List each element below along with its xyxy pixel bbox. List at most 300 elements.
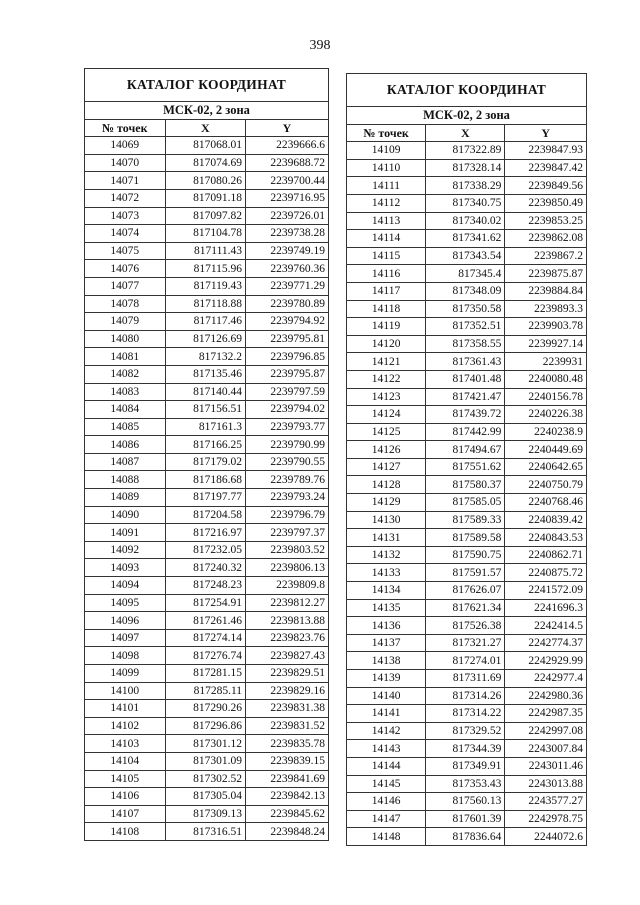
y-coordinate-cell: 2239738.28 [246, 225, 329, 243]
x-coordinate-cell: 817343.54 [426, 247, 505, 265]
y-coordinate-cell: 2242980.36 [505, 687, 587, 705]
y-coordinate-cell: 2239842.13 [246, 788, 329, 806]
x-coordinate-cell: 817276.74 [165, 647, 246, 665]
y-coordinate-cell: 2239794.92 [246, 313, 329, 331]
point-number-cell: 14127 [347, 458, 426, 476]
x-coordinate-cell: 817526.38 [426, 617, 505, 635]
y-coordinate-cell: 2239771.29 [246, 277, 329, 295]
table-row [347, 617, 587, 635]
x-coordinate-cell: 817140.44 [165, 383, 246, 401]
x-coordinate-cell: 817341.62 [426, 230, 505, 248]
point-number-cell: 14118 [347, 300, 426, 318]
point-number-cell: 14141 [347, 705, 426, 723]
y-coordinate-cell: 2239827.43 [246, 647, 329, 665]
table-row [347, 300, 587, 318]
x-coordinate-cell: 817621.34 [426, 599, 505, 617]
table-row [347, 476, 587, 494]
point-number-cell: 14133 [347, 564, 426, 582]
table-row [347, 230, 587, 248]
point-number-cell: 14099 [85, 665, 166, 683]
point-number-cell: 14130 [347, 511, 426, 529]
table-row [347, 634, 587, 652]
table-row [85, 752, 329, 770]
x-coordinate-cell: 817111.43 [165, 242, 246, 260]
x-coordinate-cell: 817274.01 [426, 652, 505, 670]
x-coordinate-cell: 817626.07 [426, 582, 505, 600]
point-number-cell: 14104 [85, 752, 166, 770]
y-coordinate-cell: 2242978.75 [505, 810, 587, 828]
point-number-cell: 14113 [347, 212, 426, 230]
catalog-subtitle: МСК-02, 2 зона [347, 107, 587, 125]
column-header-y: Y [505, 124, 587, 142]
page-number: 398 [309, 38, 331, 53]
point-number-cell: 14084 [85, 401, 166, 419]
y-coordinate-cell: 2239760.36 [246, 260, 329, 278]
y-coordinate-cell: 2239853.25 [505, 212, 587, 230]
x-coordinate-cell: 817115.96 [165, 260, 246, 278]
point-number-cell: 14145 [347, 775, 426, 793]
point-number-cell: 14091 [85, 524, 166, 542]
y-coordinate-cell: 2240156.78 [505, 388, 587, 406]
table-row [347, 740, 587, 758]
table-row [347, 687, 587, 705]
point-number-cell: 14101 [85, 700, 166, 718]
point-number-cell: 14115 [347, 247, 426, 265]
table-row [85, 805, 329, 823]
x-coordinate-cell: 817118.88 [165, 295, 246, 313]
x-coordinate-cell: 817248.23 [165, 577, 246, 595]
table-row [347, 810, 587, 828]
x-coordinate-cell: 817296.86 [165, 717, 246, 735]
point-number-cell: 14093 [85, 559, 166, 577]
y-coordinate-cell: 2239796.79 [246, 506, 329, 524]
x-coordinate-cell: 817301.09 [165, 752, 246, 770]
point-number-cell: 14139 [347, 670, 426, 688]
point-number-cell: 14076 [85, 260, 166, 278]
column-header-x: X [426, 124, 505, 142]
x-coordinate-cell: 817442.99 [426, 423, 505, 441]
table-row [347, 388, 587, 406]
y-coordinate-cell: 2239780.89 [246, 295, 329, 313]
x-coordinate-cell: 817240.32 [165, 559, 246, 577]
x-coordinate-cell: 817311.69 [426, 670, 505, 688]
point-number-cell: 14094 [85, 577, 166, 595]
table-row [347, 194, 587, 212]
y-coordinate-cell: 2239893.3 [505, 300, 587, 318]
y-coordinate-cell: 2239884.84 [505, 282, 587, 300]
y-coordinate-cell: 2239789.76 [246, 471, 329, 489]
table-row [347, 441, 587, 459]
point-number-cell: 14125 [347, 423, 426, 441]
x-coordinate-cell: 817204.58 [165, 506, 246, 524]
table-row [85, 735, 329, 753]
column-header-x: X [165, 119, 246, 137]
point-number-cell: 14136 [347, 617, 426, 635]
point-number-cell: 14144 [347, 757, 426, 775]
table-row [85, 471, 329, 489]
table-row [347, 370, 587, 388]
y-coordinate-cell: 2239835.78 [246, 735, 329, 753]
point-number-cell: 14083 [85, 383, 166, 401]
table-row [85, 154, 329, 172]
column-header-point: № точек [85, 119, 166, 137]
table-row [85, 137, 329, 155]
x-coordinate-cell: 817097.82 [165, 207, 246, 225]
table-row [85, 647, 329, 665]
y-coordinate-cell: 2242414.5 [505, 617, 587, 635]
y-coordinate-cell: 2239829.16 [246, 682, 329, 700]
table-row [85, 506, 329, 524]
table-row [347, 142, 587, 160]
catalog-body [85, 137, 329, 841]
y-coordinate-cell: 2243011.46 [505, 757, 587, 775]
table-row [85, 594, 329, 612]
column-header-y: Y [246, 119, 329, 137]
x-coordinate-cell: 817091.18 [165, 189, 246, 207]
point-number-cell: 14072 [85, 189, 166, 207]
x-coordinate-cell: 817316.51 [165, 823, 246, 841]
table-row [347, 757, 587, 775]
y-coordinate-cell: 2239831.38 [246, 700, 329, 718]
table-row [85, 717, 329, 735]
x-coordinate-cell: 817551.62 [426, 458, 505, 476]
x-coordinate-cell: 817350.58 [426, 300, 505, 318]
table-row [85, 418, 329, 436]
x-coordinate-cell: 817166.25 [165, 436, 246, 454]
table-row [85, 559, 329, 577]
point-number-cell: 14123 [347, 388, 426, 406]
table-row [347, 722, 587, 740]
point-number-cell: 14079 [85, 313, 166, 331]
table-row [347, 318, 587, 336]
point-number-cell: 14082 [85, 365, 166, 383]
y-coordinate-cell: 2239829.51 [246, 665, 329, 683]
point-number-cell: 14138 [347, 652, 426, 670]
x-coordinate-cell: 817186.68 [165, 471, 246, 489]
y-coordinate-cell: 2239726.01 [246, 207, 329, 225]
y-coordinate-cell: 2240238.9 [505, 423, 587, 441]
x-coordinate-cell: 817314.22 [426, 705, 505, 723]
x-coordinate-cell: 817322.89 [426, 142, 505, 160]
x-coordinate-cell: 817589.33 [426, 511, 505, 529]
x-coordinate-cell: 817358.55 [426, 335, 505, 353]
catalog-title: КАТАЛОГ КООРДИНАТ [85, 69, 329, 102]
table-row [347, 599, 587, 617]
point-number-cell: 14128 [347, 476, 426, 494]
x-coordinate-cell: 817401.48 [426, 370, 505, 388]
y-coordinate-cell: 2239841.69 [246, 770, 329, 788]
table-row [85, 682, 329, 700]
y-coordinate-cell: 2240750.79 [505, 476, 587, 494]
y-coordinate-cell: 2239812.27 [246, 594, 329, 612]
y-coordinate-cell: 2239793.24 [246, 489, 329, 507]
x-coordinate-cell: 817126.69 [165, 330, 246, 348]
table-row [85, 225, 329, 243]
y-coordinate-cell: 2240449.69 [505, 441, 587, 459]
y-coordinate-cell: 2241696.3 [505, 599, 587, 617]
y-coordinate-cell: 2239749.19 [246, 242, 329, 260]
y-coordinate-cell: 2243577.27 [505, 793, 587, 811]
x-coordinate-cell: 817216.97 [165, 524, 246, 542]
y-coordinate-cell: 2239849.56 [505, 177, 587, 195]
table-row [85, 172, 329, 190]
y-coordinate-cell: 2239848.24 [246, 823, 329, 841]
y-coordinate-cell: 2239793.77 [246, 418, 329, 436]
point-number-cell: 14119 [347, 318, 426, 336]
y-coordinate-cell: 2239795.87 [246, 365, 329, 383]
y-coordinate-cell: 2239813.88 [246, 612, 329, 630]
y-coordinate-cell: 2240226.38 [505, 406, 587, 424]
x-coordinate-cell: 817560.13 [426, 793, 505, 811]
table-row [85, 277, 329, 295]
point-number-cell: 14087 [85, 453, 166, 471]
table-row [347, 564, 587, 582]
point-number-cell: 14129 [347, 494, 426, 512]
y-coordinate-cell: 2244072.6 [505, 828, 587, 846]
table-row [347, 423, 587, 441]
point-number-cell: 14069 [85, 137, 166, 155]
y-coordinate-cell: 2239790.55 [246, 453, 329, 471]
x-coordinate-cell: 817494.67 [426, 441, 505, 459]
x-coordinate-cell: 817338.29 [426, 177, 505, 195]
catalog-subtitle: МСК-02, 2 зона [85, 102, 329, 120]
coordinate-catalog-right [346, 73, 587, 846]
x-coordinate-cell: 817580.37 [426, 476, 505, 494]
point-number-cell: 14095 [85, 594, 166, 612]
y-coordinate-cell: 2239847.93 [505, 142, 587, 160]
table-row [347, 282, 587, 300]
table-row [85, 489, 329, 507]
catalog-body [347, 142, 587, 846]
y-coordinate-cell: 2239839.15 [246, 752, 329, 770]
y-coordinate-cell: 2239850.49 [505, 194, 587, 212]
point-number-cell: 14132 [347, 546, 426, 564]
x-coordinate-cell: 817080.26 [165, 172, 246, 190]
point-number-cell: 14088 [85, 471, 166, 489]
y-coordinate-cell: 2239867.2 [505, 247, 587, 265]
table-row [347, 177, 587, 195]
point-number-cell: 14124 [347, 406, 426, 424]
x-coordinate-cell: 817261.46 [165, 612, 246, 630]
y-coordinate-cell: 2240642.65 [505, 458, 587, 476]
y-coordinate-cell: 2239700.44 [246, 172, 329, 190]
table-row [85, 577, 329, 595]
table-row [85, 823, 329, 841]
x-coordinate-cell: 817156.51 [165, 401, 246, 419]
y-coordinate-cell: 2239666.6 [246, 137, 329, 155]
table-row [347, 247, 587, 265]
y-coordinate-cell: 2239903.78 [505, 318, 587, 336]
x-coordinate-cell: 817601.39 [426, 810, 505, 828]
table-row [85, 189, 329, 207]
point-number-cell: 14110 [347, 159, 426, 177]
x-coordinate-cell: 817585.05 [426, 494, 505, 512]
point-number-cell: 14075 [85, 242, 166, 260]
y-coordinate-cell: 2240843.53 [505, 529, 587, 547]
point-number-cell: 14073 [85, 207, 166, 225]
point-number-cell: 14122 [347, 370, 426, 388]
x-coordinate-cell: 817104.78 [165, 225, 246, 243]
table-row [85, 770, 329, 788]
table-row [347, 494, 587, 512]
x-coordinate-cell: 817074.69 [165, 154, 246, 172]
point-number-cell: 14109 [347, 142, 426, 160]
table-row [347, 529, 587, 547]
y-coordinate-cell: 2241572.09 [505, 582, 587, 600]
x-coordinate-cell: 817301.12 [165, 735, 246, 753]
y-coordinate-cell: 2239716.95 [246, 189, 329, 207]
point-number-cell: 14105 [85, 770, 166, 788]
table-row [85, 365, 329, 383]
point-number-cell: 14081 [85, 348, 166, 366]
x-coordinate-cell: 817329.52 [426, 722, 505, 740]
x-coordinate-cell: 817135.46 [165, 365, 246, 383]
x-coordinate-cell: 817349.91 [426, 757, 505, 775]
y-coordinate-cell: 2239790.99 [246, 436, 329, 454]
y-coordinate-cell: 2242929.99 [505, 652, 587, 670]
point-number-cell: 14086 [85, 436, 166, 454]
x-coordinate-cell: 817345.4 [426, 265, 505, 283]
y-coordinate-cell: 2242987.35 [505, 705, 587, 723]
table-row [85, 524, 329, 542]
y-coordinate-cell: 2239831.52 [246, 717, 329, 735]
x-coordinate-cell: 817361.43 [426, 353, 505, 371]
table-row [85, 295, 329, 313]
y-coordinate-cell: 2243007.84 [505, 740, 587, 758]
y-coordinate-cell: 2239875.87 [505, 265, 587, 283]
table-row [347, 775, 587, 793]
table-row [85, 330, 329, 348]
point-number-cell: 14092 [85, 541, 166, 559]
y-coordinate-cell: 2239845.62 [246, 805, 329, 823]
point-number-cell: 14103 [85, 735, 166, 753]
y-coordinate-cell: 2239796.85 [246, 348, 329, 366]
x-coordinate-cell: 817117.46 [165, 313, 246, 331]
x-coordinate-cell: 817439.72 [426, 406, 505, 424]
table-row [85, 401, 329, 419]
table-row [85, 541, 329, 559]
point-number-cell: 14146 [347, 793, 426, 811]
point-number-cell: 14107 [85, 805, 166, 823]
table-row [347, 458, 587, 476]
x-coordinate-cell: 817328.14 [426, 159, 505, 177]
point-number-cell: 14077 [85, 277, 166, 295]
y-coordinate-cell: 2242774.37 [505, 634, 587, 652]
point-number-cell: 14137 [347, 634, 426, 652]
table-row [85, 260, 329, 278]
column-header-point: № точек [347, 124, 426, 142]
x-coordinate-cell: 817068.01 [165, 137, 246, 155]
x-coordinate-cell: 817179.02 [165, 453, 246, 471]
x-coordinate-cell: 817309.13 [165, 805, 246, 823]
table-row [85, 629, 329, 647]
x-coordinate-cell: 817302.52 [165, 770, 246, 788]
y-coordinate-cell: 2240862.71 [505, 546, 587, 564]
x-coordinate-cell: 817352.51 [426, 318, 505, 336]
x-coordinate-cell: 817285.11 [165, 682, 246, 700]
table-row [347, 212, 587, 230]
table-row [347, 705, 587, 723]
point-number-cell: 14096 [85, 612, 166, 630]
x-coordinate-cell: 817232.05 [165, 541, 246, 559]
point-number-cell: 14116 [347, 265, 426, 283]
point-number-cell: 14089 [85, 489, 166, 507]
x-coordinate-cell: 817353.43 [426, 775, 505, 793]
point-number-cell: 14098 [85, 647, 166, 665]
x-coordinate-cell: 817314.26 [426, 687, 505, 705]
table-row [85, 313, 329, 331]
y-coordinate-cell: 2239809.8 [246, 577, 329, 595]
x-coordinate-cell: 817197.77 [165, 489, 246, 507]
x-coordinate-cell: 817254.91 [165, 594, 246, 612]
y-coordinate-cell: 2240080.48 [505, 370, 587, 388]
y-coordinate-cell: 2239688.72 [246, 154, 329, 172]
table-row [347, 546, 587, 564]
x-coordinate-cell: 817589.58 [426, 529, 505, 547]
table-row [347, 670, 587, 688]
point-number-cell: 14134 [347, 582, 426, 600]
point-number-cell: 14097 [85, 629, 166, 647]
point-number-cell: 14085 [85, 418, 166, 436]
table-row [85, 207, 329, 225]
x-coordinate-cell: 817340.02 [426, 212, 505, 230]
point-number-cell: 14112 [347, 194, 426, 212]
x-coordinate-cell: 817119.43 [165, 277, 246, 295]
x-coordinate-cell: 817290.26 [165, 700, 246, 718]
table-row [347, 335, 587, 353]
table-row [85, 453, 329, 471]
x-coordinate-cell: 817836.64 [426, 828, 505, 846]
point-number-cell: 14070 [85, 154, 166, 172]
y-coordinate-cell: 2239797.59 [246, 383, 329, 401]
y-coordinate-cell: 2239794.02 [246, 401, 329, 419]
y-coordinate-cell: 2239862.08 [505, 230, 587, 248]
point-number-cell: 14117 [347, 282, 426, 300]
y-coordinate-cell: 2239847.42 [505, 159, 587, 177]
x-coordinate-cell: 817281.15 [165, 665, 246, 683]
table-row [85, 700, 329, 718]
point-number-cell: 14131 [347, 529, 426, 547]
y-coordinate-cell: 2239931 [505, 353, 587, 371]
table-row [85, 788, 329, 806]
y-coordinate-cell: 2239797.37 [246, 524, 329, 542]
point-number-cell: 14108 [85, 823, 166, 841]
point-number-cell: 14080 [85, 330, 166, 348]
catalog-title: КАТАЛОГ КООРДИНАТ [347, 74, 587, 107]
point-number-cell: 14135 [347, 599, 426, 617]
y-coordinate-cell: 2240875.72 [505, 564, 587, 582]
table-row [85, 383, 329, 401]
y-coordinate-cell: 2240839.42 [505, 511, 587, 529]
table-row [85, 665, 329, 683]
table-row [347, 652, 587, 670]
point-number-cell: 14074 [85, 225, 166, 243]
y-coordinate-cell: 2239806.13 [246, 559, 329, 577]
x-coordinate-cell: 817590.75 [426, 546, 505, 564]
y-coordinate-cell: 2239803.52 [246, 541, 329, 559]
x-coordinate-cell: 817274.14 [165, 629, 246, 647]
point-number-cell: 14090 [85, 506, 166, 524]
point-number-cell: 14102 [85, 717, 166, 735]
table-row [347, 828, 587, 846]
point-number-cell: 14111 [347, 177, 426, 195]
table-row [85, 348, 329, 366]
y-coordinate-cell: 2243013.88 [505, 775, 587, 793]
y-coordinate-cell: 2239795.81 [246, 330, 329, 348]
table-row [347, 582, 587, 600]
table-row [347, 159, 587, 177]
x-coordinate-cell: 817421.47 [426, 388, 505, 406]
